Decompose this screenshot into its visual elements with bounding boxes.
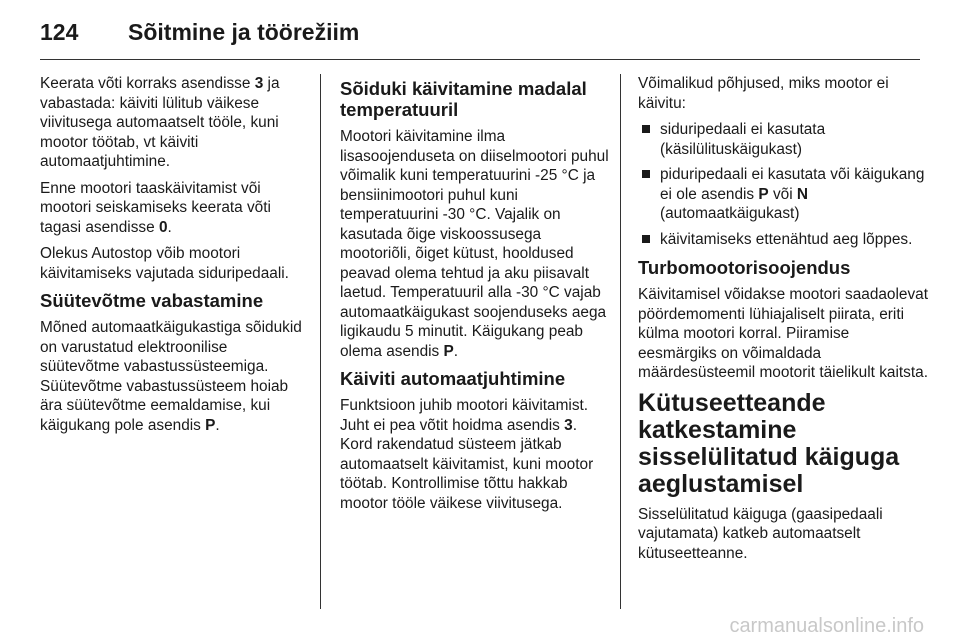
paragraph: Käivitamisel võidakse mootori saadaolevat pöördemomenti lühiajaliselt piirata, eriti külma mootori korral. Piiramise eesmärgiks on võimaldada määrdesüsteemil mootorit täielikult kaitsta. <box>638 286 929 381</box>
paragraph: Võimalikud põhjused, miks mootor ei käivitu: <box>638 75 889 112</box>
square-bullet-icon <box>642 170 650 178</box>
chapter-heading: Kütuseetteande katkestamine sisselülitatud käiguga aeglustamisel <box>638 388 900 498</box>
page-header <box>40 15 920 59</box>
column-middle <box>340 74 612 520</box>
column-left <box>40 74 310 442</box>
list-item: siduripedaali ei kasutata (käsilülituskäigukast) <box>638 120 928 159</box>
section-heading: Käiviti automaatjuhtimine <box>340 368 566 389</box>
paragraph: Mõned automaatkäigukastiga sõidukid on varustatud elektroonilise süütevõtme vabastussüsteemiga. Süütevõtme vabastussüsteem hoiab ära süütevõtme eemaldamise, kui käigukang pole asendis P. <box>40 319 302 434</box>
section-heading: Sõiduki käivitamine madalal temperatuuril <box>340 78 587 120</box>
column-divider <box>320 74 321 609</box>
square-bullet-icon <box>642 235 650 243</box>
paragraph: Enne mootori taaskäivitamist või mootori seiskamiseks keerata võti tagasi asendisse 0. <box>40 179 271 236</box>
page-number: 124 <box>40 19 79 45</box>
paragraph: Keerata võti korraks asendisse 3 ja vabastada: käiviti lülitub väikese viivitusega automaatselt tööle, kuni mootor töötab, vt käiviti automaatjuhtimine. <box>40 75 280 170</box>
paragraph: Mootori käivitamine ilma lisasoojenduseta on diiselmootori puhul võimalik kuni temperatuurini -25 °C ja bensiinimootori puhul kuni temperatuurini -30 °C. Vajalik on kasutada õige viskoossusega mootoriõli, õiget kütust, hooldused peavad olema tehtud ja aku piisavalt laetud. Temperatuuril alla -30 °C vajab automaatkäigukast soojenduseks aega ligikaudu 5 minutit. Käigukang peab olema asendis P. <box>340 128 609 360</box>
page-title: Sõitmine ja töörežiim <box>128 19 360 45</box>
watermark: carmanualsonline.info <box>729 615 924 637</box>
list-item: piduripedaali ei kasutata või käigukang ei ole asendis P või N (automaatkäigukast) <box>638 165 928 224</box>
square-bullet-icon <box>642 125 650 133</box>
section-heading: Turbomootorisoojendus <box>638 257 851 278</box>
section-heading: Süütevõtme vabastamine <box>40 290 264 311</box>
column-right <box>638 74 928 570</box>
paragraph: Sisselülitatud käiguga (gaasipedaali vajutamata) katkeb automaatselt kütuseetteanne. <box>638 505 883 562</box>
column-divider <box>620 74 621 609</box>
header-divider <box>40 59 920 60</box>
bullet-list <box>638 120 928 249</box>
paragraph: Olekus Autostop võib mootori käivitamiseks vajutada siduripedaali. <box>40 245 289 282</box>
list-item: käivitamiseks ettenähtud aeg lõppes. <box>638 230 928 250</box>
paragraph: Funktsioon juhib mootori käivitamist. Juht ei pea võtit hoidma asendis 3. Kord rakendatud süsteem jätkab automaatselt käivitamist, kuni mootor töötab. Kontrollimise tõttu hakkab mootor tööle väikese viivitusega. <box>340 397 594 512</box>
